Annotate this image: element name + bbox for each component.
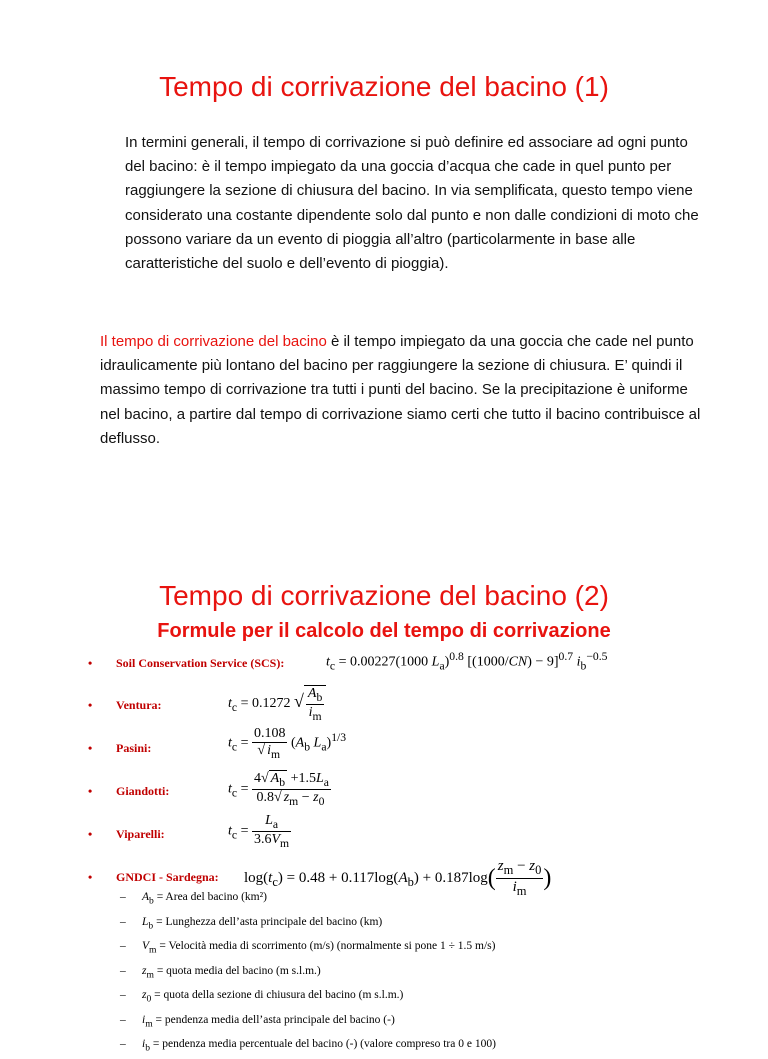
definition-item: – $z_m$ = quota media del bacino (m s.l.m.) [120,964,321,980]
definition-item: – $z_0$ = quota della sezione di chiusura del bacino (m s.l.m.) [120,989,404,1005]
formula-scs: $t_c = 0.00227(1000$ $L_a)^{0.8}$ $[(1000/CN) - 9]^{0.7}$ $i_b^{-0.5}$ [326,650,608,673]
method-label: Ventura: [116,698,162,712]
paragraph-2-text: è il tempo impiegato da una goccia che cade nel punto idraulicamente più lontano del bacino per raggiungere la sezione di chiusura. E’ quindi il massimo tempo di corrivazione tra tutti i punti del bacino. Se la precipitazione è uniforme nel bacino, a partire dal tempo di corrivazione siamo certi che tutto il bacino contribuisce al deflusso. [100,333,701,447]
bullet-icon: • [88,698,93,712]
slide1-paragraph-2 [100,330,705,451]
bullet-icon: • [88,827,93,841]
definitions-list [120,887,496,1059]
formula-giandotti: $t_c$ = $\frac{4√ A_b +1.5L_a}{0.8√ z_m - z_0}$ [228,771,329,808]
method-label: GNDCI - Sardegna: [116,870,219,884]
viparelli-coefficient: 3.6 [253,831,272,847]
ventura-coefficient: 0.1272 [251,696,291,712]
definition-item: – $V_m$ = Velocità media di scorrimento (m/s) (normalmente si pone 1 ÷ 1.5 m/s) [120,940,496,956]
method-label: Viparelli: [116,827,165,841]
slide2-subtitle: Formule per il calcolo del tempo di corrivazione [157,620,611,642]
definition-item: – $L_b$ = Lunghezza dell’asta principale del bacino (km) [120,915,383,931]
bullet-icon: • [88,741,93,755]
formula-viparelli: $t_c$ = $\frac{L_a}{3.6V_m}$ [228,813,290,850]
highlight-term: Il tempo di corrivazione del bacino [100,333,327,350]
method-gndci [88,870,219,885]
formula-pasini: $t_c$ = $\frac{0.108}{√ i_m}$ ($A_b$ $L_a)^{1/3}$ [228,726,347,761]
slide1-title: Tempo di corrivazione del bacino (1) [159,71,609,102]
definition-item: – $i_b$ = pendenza media percentuale del bacino (-) (valore compreso tra 0 e 100) [120,1038,496,1054]
method-pasini [88,741,152,756]
bullet-icon: • [88,784,93,798]
method-ventura [88,698,162,713]
pasini-coefficient: 0.108 [253,726,286,741]
slide1-paragraph-1: In termini generali, il tempo di corrivazione si può definire ed associare ad ogni punto del bacino: è il tempo impiegato da una goccia d’acqua che cade in quel punto per raggiungere la sezione di chiusura del bacino. In via semplificata, questo tempo viene considerato una costante dipendente solo dal punto e non dalle condizioni di moto che possono variare da un evento di pioggia all’altro (particolarmente in base alle caratteristiche del suolo e dell’evento di pioggia). [125,134,699,273]
definition-item: – $A_b$ = Area del bacino (km²) [120,891,267,907]
method-viparelli [88,827,165,842]
method-label: Pasini: [116,741,152,755]
bullet-icon: • [88,870,93,884]
method-giandotti [88,784,170,799]
bullet-icon: • [88,656,93,670]
formula-gndci: $\log(t_c) = 0.48 + 0.117\log(A_b) + 0.187\log$( $\frac{z_m - z_0}{i_m}$ ) [244,858,552,898]
method-label: Giandotti: [116,784,170,798]
definition-item: – $i_m$ = pendenza media dell’asta principale del bacino (-) [120,1013,395,1029]
pasini-exponent: 1/3 [331,730,347,744]
formula-ventura: $t_c = 0.1272$ √ $\frac{A_b}{i_m}$ [228,685,326,723]
method-scs [88,656,285,671]
slide2-title: Tempo di corrivazione del bacino (2) [159,580,609,611]
method-label: Soil Conservation Service (SCS): [116,656,285,670]
